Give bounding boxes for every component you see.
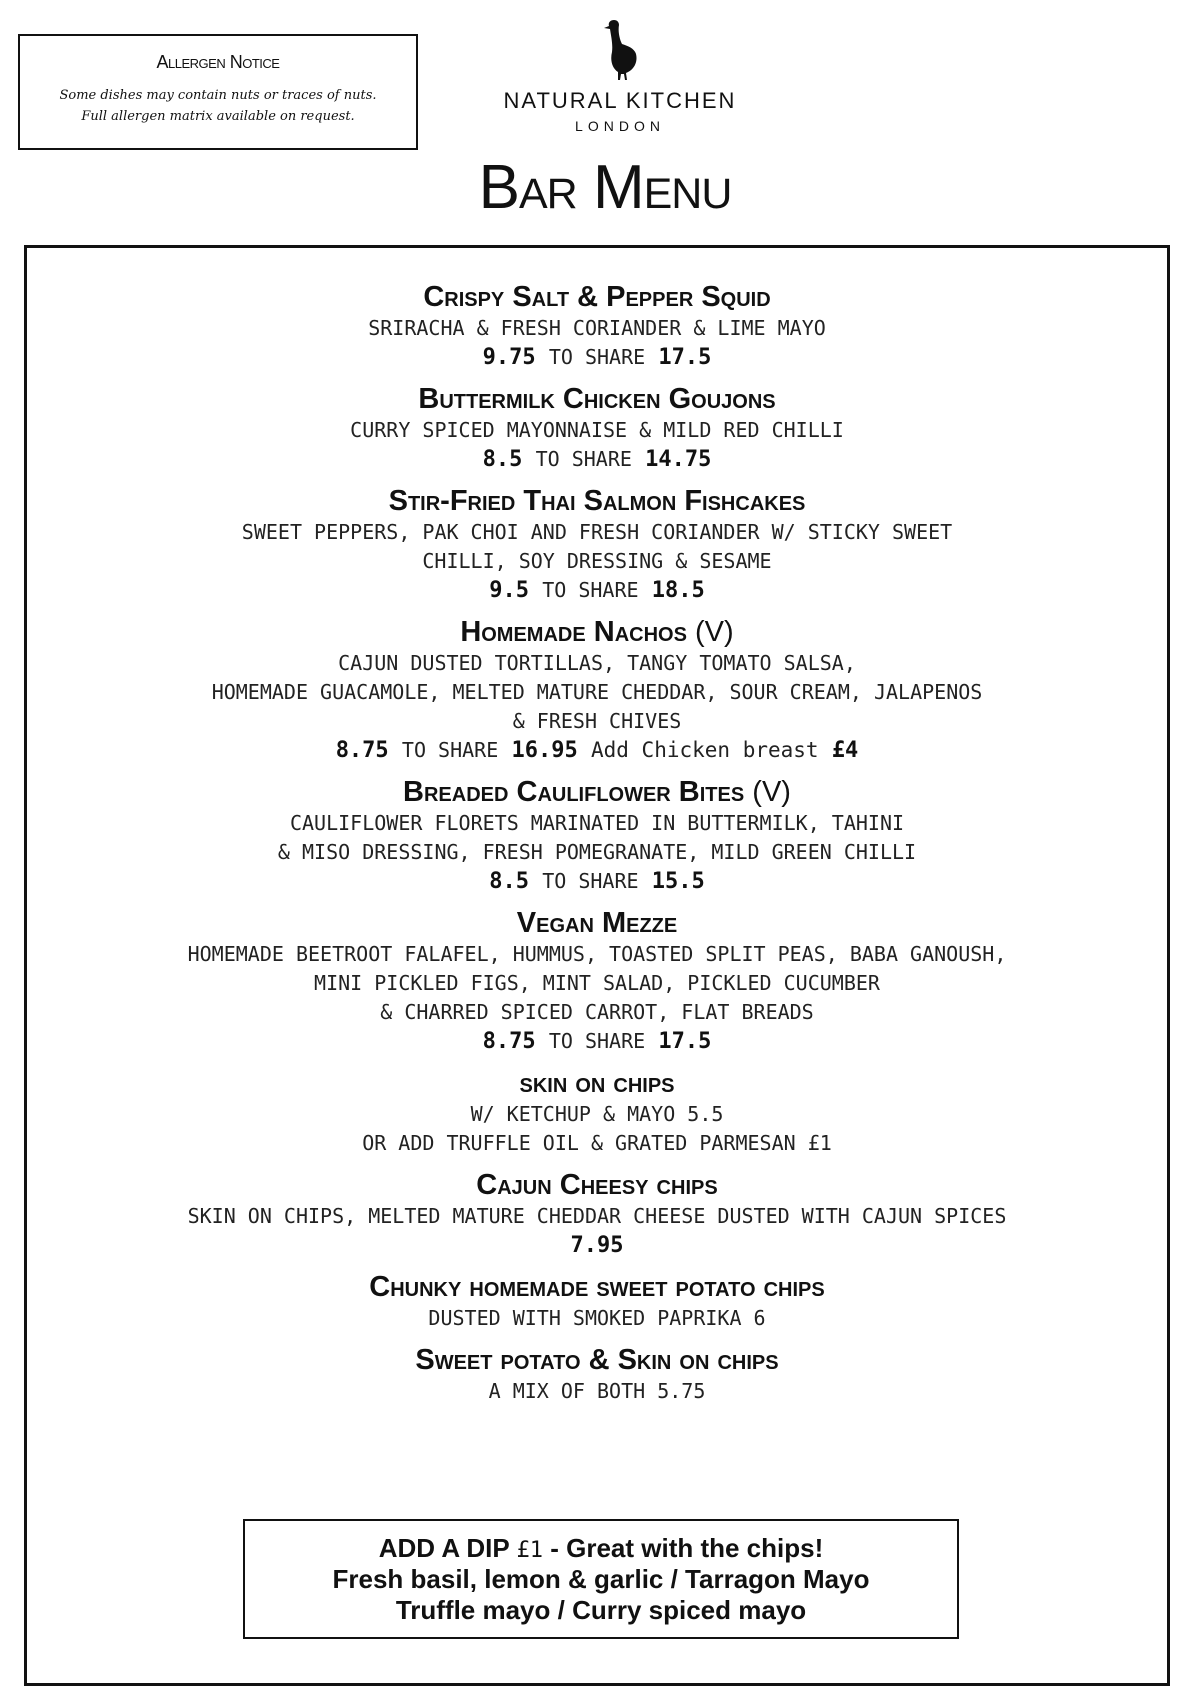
vegetarian-tag: (V) <box>695 616 734 648</box>
allergen-notice <box>18 34 418 150</box>
dip-options-1: Fresh basil, lemon & garlic / Tarragon Mayo <box>332 1564 870 1594</box>
item-price-line <box>27 576 1167 605</box>
menu-item <box>27 484 1167 605</box>
menu-item <box>27 775 1167 896</box>
menu-item <box>27 615 1167 765</box>
item-name-text: Homemade Nachos <box>460 616 687 648</box>
item-name <box>27 280 1167 314</box>
share-label: TO SHARE <box>548 345 646 369</box>
dip-options-2: Truffle mayo / Curry spiced mayo <box>395 1595 807 1625</box>
item-price: 7.95 <box>570 1233 624 1258</box>
duck-icon <box>600 18 640 82</box>
item-description: MINI PICKLED FIGS, MINT SALAD, PICKLED CUCUMBER <box>314 971 880 995</box>
item-price: 8.5 <box>489 869 529 894</box>
allergen-text <box>20 85 416 127</box>
item-price: 9.75 <box>482 345 536 370</box>
brand-city: LONDON <box>575 118 665 134</box>
brand-logo <box>470 18 770 134</box>
item-description: CHILLI, SOY DRESSING & SESAME <box>422 549 772 573</box>
item-name <box>27 1066 1167 1100</box>
item-name <box>27 382 1167 416</box>
item-price-line <box>27 343 1167 372</box>
item-name-text: Buttermilk Chicken Goujons <box>418 383 776 415</box>
share-price: 17.5 <box>658 1029 712 1054</box>
item-name-text: Vegan Mezze <box>516 907 678 939</box>
item-name-text: Chunky homemade sweet potato chips <box>369 1271 825 1303</box>
menu-item <box>27 906 1167 1056</box>
item-description: & CHARRED SPICED CARROT, FLAT BREADS <box>380 1000 814 1024</box>
allergen-line-2: Full allergen matrix available on request. <box>81 109 355 124</box>
item-name <box>27 906 1167 940</box>
item-name-text: Stir-Fried Thai Salmon Fishcakes <box>388 485 806 517</box>
item-price-line <box>27 1231 1167 1260</box>
item-name-text: Crispy Salt & Pepper Squid <box>423 281 771 313</box>
item-name <box>27 615 1167 649</box>
dip-label: ADD A DIP <box>378 1533 510 1563</box>
menu-item <box>27 1343 1167 1406</box>
addon-price: £4 <box>831 738 859 763</box>
menu-item <box>27 382 1167 474</box>
share-price: 15.5 <box>651 869 705 894</box>
share-label: TO SHARE <box>401 738 499 762</box>
item-description: CAULIFLOWER FLORETS MARINATED IN BUTTERMILK, TAHINI <box>289 811 905 835</box>
dip-box <box>243 1519 959 1639</box>
allergen-line-1: Some dishes may contain nuts or traces of nuts. <box>59 88 377 103</box>
share-label: TO SHARE <box>535 447 632 471</box>
item-price-line <box>27 1027 1167 1056</box>
addon-label: Add Chicken breast <box>590 738 819 762</box>
share-price: 16.95 <box>511 738 578 763</box>
item-price: 8.5 <box>482 447 523 472</box>
item-name <box>27 775 1167 809</box>
item-description: OR ADD TRUFFLE OIL & GRATED PARMESAN £1 <box>362 1131 832 1155</box>
vegetarian-tag: (V) <box>752 776 791 808</box>
item-price-line <box>27 867 1167 896</box>
share-label: TO SHARE <box>542 869 639 893</box>
share-price: 17.5 <box>658 345 712 370</box>
item-name-text: Breaded Cauliflower Bites <box>403 776 745 808</box>
dip-price: £1 <box>516 1538 543 1563</box>
item-description: SWEET PEPPERS, PAK CHOI AND FRESH CORIANDER W/ STICKY SWEET <box>241 520 953 544</box>
item-price: 8.75 <box>482 1029 536 1054</box>
item-description: SKIN ON CHIPS, MELTED MATURE CHEDDAR CHEESE DUSTED WITH CAJUN SPICES <box>187 1204 1007 1228</box>
item-price-line <box>27 445 1167 474</box>
share-price: 18.5 <box>651 578 705 603</box>
menu-item <box>27 1270 1167 1333</box>
item-name <box>27 1168 1167 1202</box>
item-description: CAJUN DUSTED TORTILLAS, TANGY TOMATO SALSA, <box>338 651 856 675</box>
menu-frame <box>24 245 1170 1686</box>
item-price: 9.5 <box>489 578 529 603</box>
menu-items <box>27 280 1167 1416</box>
share-label: TO SHARE <box>548 1029 646 1053</box>
item-description: & MISO DRESSING, FRESH POMEGRANATE, MILD GREEN CHILLI <box>277 840 917 864</box>
item-description: HOMEMADE GUACAMOLE, MELTED MATURE CHEDDAR, SOUR CREAM, JALAPENOS <box>211 680 983 704</box>
item-description: & FRESH CHIVES <box>512 709 682 733</box>
item-description: CURRY SPICED MAYONNAISE & MILD RED CHILLI <box>350 418 844 442</box>
item-name-text: Sweet potato & Skin on chips <box>415 1344 779 1376</box>
item-name <box>27 1343 1167 1377</box>
allergen-title: Allergen Notice <box>156 52 280 72</box>
share-label: TO SHARE <box>542 578 639 602</box>
item-name-text: Cajun Cheesy chips <box>476 1169 718 1201</box>
page-title: Bar Menu <box>478 153 732 222</box>
share-price: 14.75 <box>645 447 712 472</box>
item-description: A MIX OF BOTH 5.75 <box>488 1379 706 1403</box>
item-price-line <box>27 736 1167 765</box>
item-price: 8.75 <box>335 738 389 763</box>
item-description: W/ KETCHUP & MAYO 5.5 <box>470 1102 724 1126</box>
menu-item <box>27 280 1167 372</box>
item-name-text: skin on chips <box>519 1067 675 1099</box>
item-name <box>27 1270 1167 1304</box>
dip-title <box>245 1533 957 1564</box>
item-name <box>27 484 1167 518</box>
item-description: DUSTED WITH SMOKED PAPRIKA 6 <box>428 1306 766 1330</box>
item-description: SRIRACHA & FRESH CORIANDER & LIME MAYO <box>368 316 826 340</box>
item-description: HOMEMADE BEETROOT FALAFEL, HUMMUS, TOASTED SPLIT PEAS, BABA GANOUSH, <box>187 942 1007 966</box>
dip-tagline: - Great with the chips! <box>550 1533 824 1563</box>
menu-item <box>27 1168 1167 1260</box>
menu-item <box>27 1066 1167 1158</box>
brand-name: NATURAL KITCHEN <box>503 88 737 113</box>
